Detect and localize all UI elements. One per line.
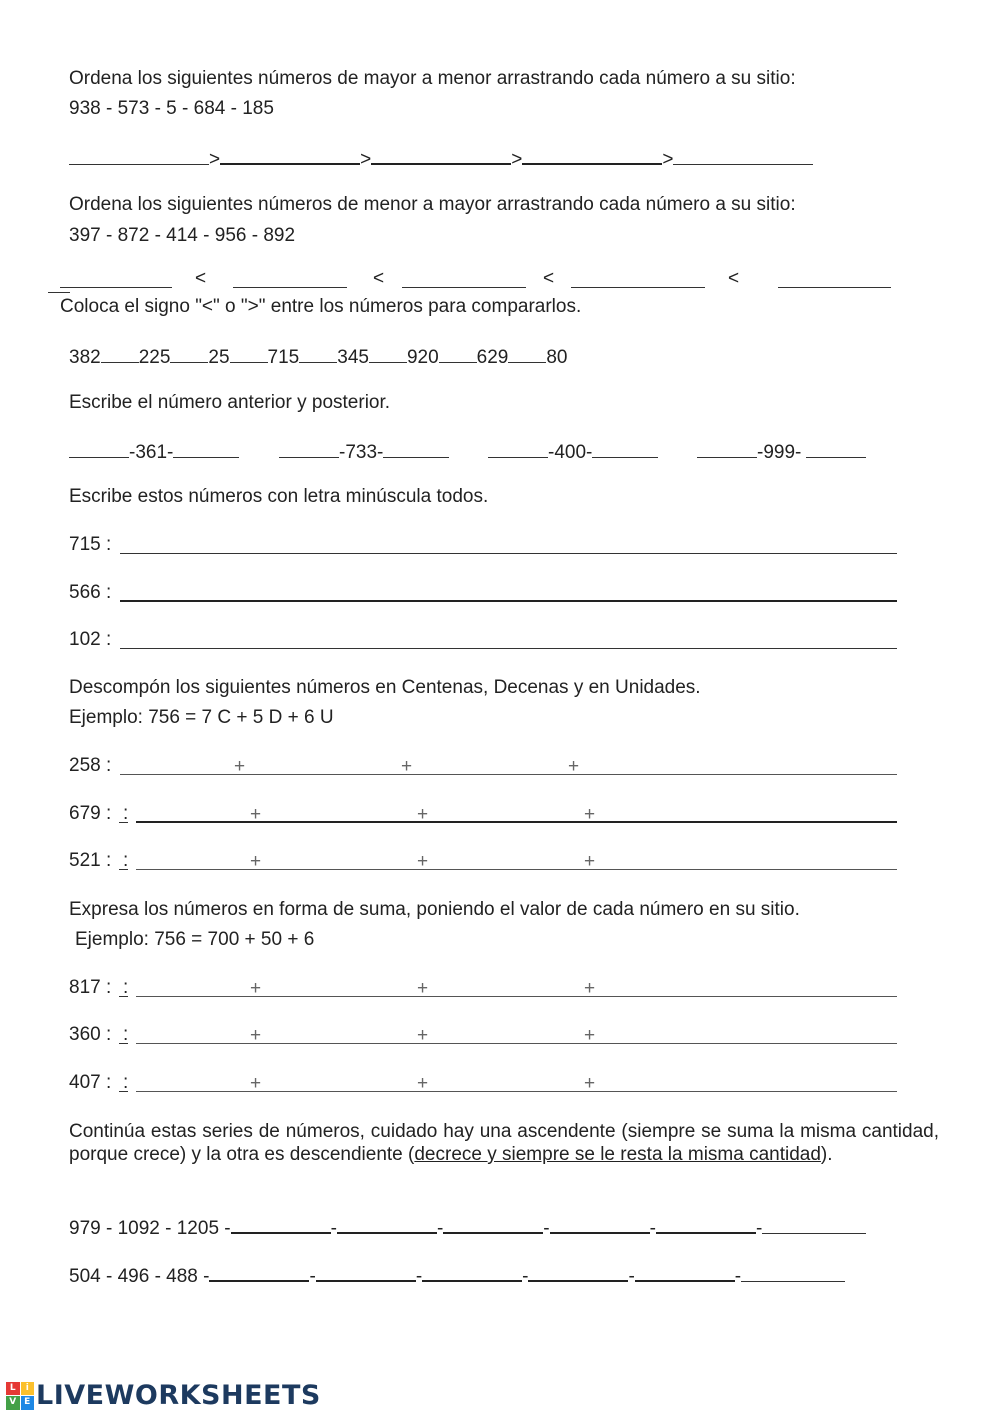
plus-sign: + [250,1073,262,1094]
ex3-sign-slot[interactable] [439,344,477,363]
ex8-sep: - [628,1266,635,1287]
ex1-sign: > [209,149,221,170]
ex8-series-input[interactable] [635,1262,735,1282]
ex3-number: 225 [138,347,171,368]
ex5-row-label: 715 : [69,534,112,555]
ex3-sign-slot[interactable] [508,344,546,363]
ex8-series-start: 979 - 1092 - 1205 - [69,1218,231,1239]
ex7-colon-mark: : [123,977,129,998]
ex2-sign: < [543,268,555,289]
plus-sign: + [417,1025,429,1046]
ex8-sep: - [649,1218,656,1239]
liveworksheets-logo [6,1380,321,1411]
ex2-sign: < [728,268,740,289]
ex8-sep: - [415,1266,423,1287]
liveworksheets-logo-icon [6,1382,34,1410]
ex6-example: Ejemplo: 756 = 7 C + 5 D + 6 U [69,707,334,728]
ex8-series-input[interactable] [528,1262,628,1282]
ex8-sep: - [543,1218,550,1239]
ex4-number: -999- [757,442,802,463]
ex6-instruction: Descompón los siguientes números en Centenas, Decenas y en Unidades. [69,677,701,698]
ex4-after-input[interactable] [383,439,449,458]
ex8-sep: - [755,1218,763,1239]
ex8-series-1 [69,1214,866,1240]
ex3-sign-slot[interactable] [299,344,337,363]
ex3-sign-slot[interactable] [230,344,268,363]
ex1-drop-slot-2[interactable] [220,145,360,165]
ex7-row-label: 360 : [69,1024,112,1045]
ex1-drop-slot-1[interactable] [69,146,209,165]
ex8-series-input[interactable] [656,1214,756,1234]
plus-sign: + [250,978,262,999]
ex8-series-input[interactable] [209,1262,309,1282]
ex5-instruction: Escribe estos números con letra minúscula todos. [69,486,489,507]
plus-sign: + [584,978,596,999]
ex7-colon-mark: : [123,1024,129,1045]
plus-sign: + [584,851,596,872]
ex3-number: 629 [476,347,509,368]
ex1-answer-row [69,145,813,171]
ex2-drop-slot-4[interactable] [571,287,705,288]
ex1-sign: > [360,149,372,170]
plus-sign: + [250,1025,262,1046]
ex8-series-input[interactable] [316,1262,416,1282]
ex8-series-input[interactable] [443,1214,543,1234]
ex7-row-label: 817 : [69,977,112,998]
ex3-sign-slot[interactable] [369,344,407,363]
plus-sign: + [584,1073,596,1094]
plus-sign: + [250,804,262,825]
ex8-sep: - [734,1266,742,1287]
ex8-series-input[interactable] [550,1214,650,1234]
ex5-answer-line[interactable] [120,553,897,554]
ex4-number: -400- [548,442,593,463]
ex3-sign-slot[interactable] [101,344,139,363]
ex3-number: 345 [337,347,369,368]
plus-sign: + [417,804,429,825]
plus-sign: + [584,804,596,825]
ex1-sign: > [662,149,674,170]
ex8-instruction-underlined: decrece y siempre se le resta la misma cantidad [414,1144,821,1165]
ex3-number: 25 [208,347,230,368]
ex4-before-input[interactable] [69,439,129,458]
ex1-numbers: 938 - 573 - 5 - 684 - 185 [69,98,274,119]
plus-sign: + [417,1073,429,1094]
ex1-drop-slot-4[interactable] [522,145,662,165]
ex8-instruction-start: Continúa estas series de números, cuidado hay una ascendente (siempre se suma la misma cantidad, porque crece) y la otra es descendiente ( [69,1121,939,1165]
ex6-colon-mark: : [123,803,129,824]
ex8-series-input[interactable] [422,1262,522,1282]
ex4-item [697,439,866,464]
ex5-row-label: 566 : [69,582,112,603]
ex8-sep: - [309,1266,316,1287]
ex7-colon-mark: : [123,1072,129,1093]
ex7-example: Ejemplo: 756 = 700 + 50 + 6 [75,929,315,950]
ex8-series-input[interactable] [337,1214,437,1234]
ex2-stray-line [48,292,70,293]
ex3-sign-slot[interactable] [170,344,208,363]
ex4-before-input[interactable] [488,439,548,458]
ex4-number: -733- [339,442,384,463]
ex1-drop-slot-5[interactable] [673,146,813,165]
ex3-number: 80 [546,347,568,368]
ex4-number: -361- [129,442,174,463]
plus-sign: + [417,851,429,872]
ex5-answer-line[interactable] [120,648,897,649]
ex2-sign: < [373,268,385,289]
ex1-instruction: Ordena los siguientes números de mayor a menor arrastrando cada número a su sitio: [69,68,796,89]
logo-icon-tile: L [6,1382,20,1396]
ex2-sign: < [195,268,207,289]
ex4-instruction: Escribe el número anterior y posterior. [69,392,391,413]
plus-sign: + [234,756,246,777]
ex2-drop-slot-5[interactable] [778,287,891,288]
ex1-sign: > [511,149,523,170]
plus-sign: + [401,756,413,777]
ex6-row-label: 521 : [69,850,112,871]
ex8-series-input[interactable] [741,1263,845,1282]
ex2-drop-slot-2[interactable] [233,287,347,288]
ex4-item [279,439,449,464]
ex3-instruction: Coloca el signo "<" o ">" entre los números para compararlos. [60,296,582,317]
ex8-sep: - [436,1218,444,1239]
ex2-numbers: 397 - 872 - 414 - 956 - 892 [69,225,296,246]
ex8-series-input[interactable] [231,1214,331,1234]
ex6-colon-mark: : [123,850,129,871]
ex2-drop-slot-3[interactable] [402,287,526,288]
ex8-series-2 [69,1262,845,1288]
ex8-instruction-end: ). [820,1144,833,1165]
plus-sign: + [250,851,262,872]
ex7-instruction: Expresa los números en forma de suma, poniendo el valor de cada número en su sitio. [69,899,800,920]
ex8-instruction [69,1120,939,1166]
ex8-series-start: 504 - 496 - 488 - [69,1266,210,1287]
logo-icon-tile: V [6,1396,20,1410]
ex6-row-label: 258 : [69,755,112,776]
ex5-row-label: 102 : [69,629,112,650]
ex8-series-input[interactable] [762,1215,866,1234]
ex2-instruction: Ordena los siguientes números de menor a mayor arrastrando cada número a su sitio: [69,194,796,215]
ex5-answer-line[interactable] [120,600,897,602]
ex3-row [69,344,568,369]
ex4-before-input[interactable] [697,439,757,458]
ex3-number: 382 [69,347,101,368]
ex8-sep: - [522,1266,529,1287]
plus-sign: + [568,756,580,777]
plus-sign: + [584,1025,596,1046]
ex3-number: 715 [267,347,300,368]
liveworksheets-logo-text: LIVEWORKSHEETS [36,1380,321,1411]
plus-sign: + [417,978,429,999]
ex6-row-label: 679 : [69,803,112,824]
ex2-drop-slot-1[interactable] [60,287,172,288]
ex4-item [69,439,239,464]
ex8-sep: - [330,1218,337,1239]
ex4-after-input[interactable] [592,439,658,458]
ex7-row-label: 407 : [69,1072,112,1093]
ex4-item [488,439,658,464]
ex3-number: 920 [406,347,439,368]
ex4-after-input[interactable] [806,439,866,458]
logo-icon-tile: i [21,1382,35,1396]
logo-icon-tile: E [21,1396,35,1410]
ex4-before-input[interactable] [279,439,339,458]
ex1-drop-slot-3[interactable] [371,145,511,165]
ex4-after-input[interactable] [173,439,239,458]
